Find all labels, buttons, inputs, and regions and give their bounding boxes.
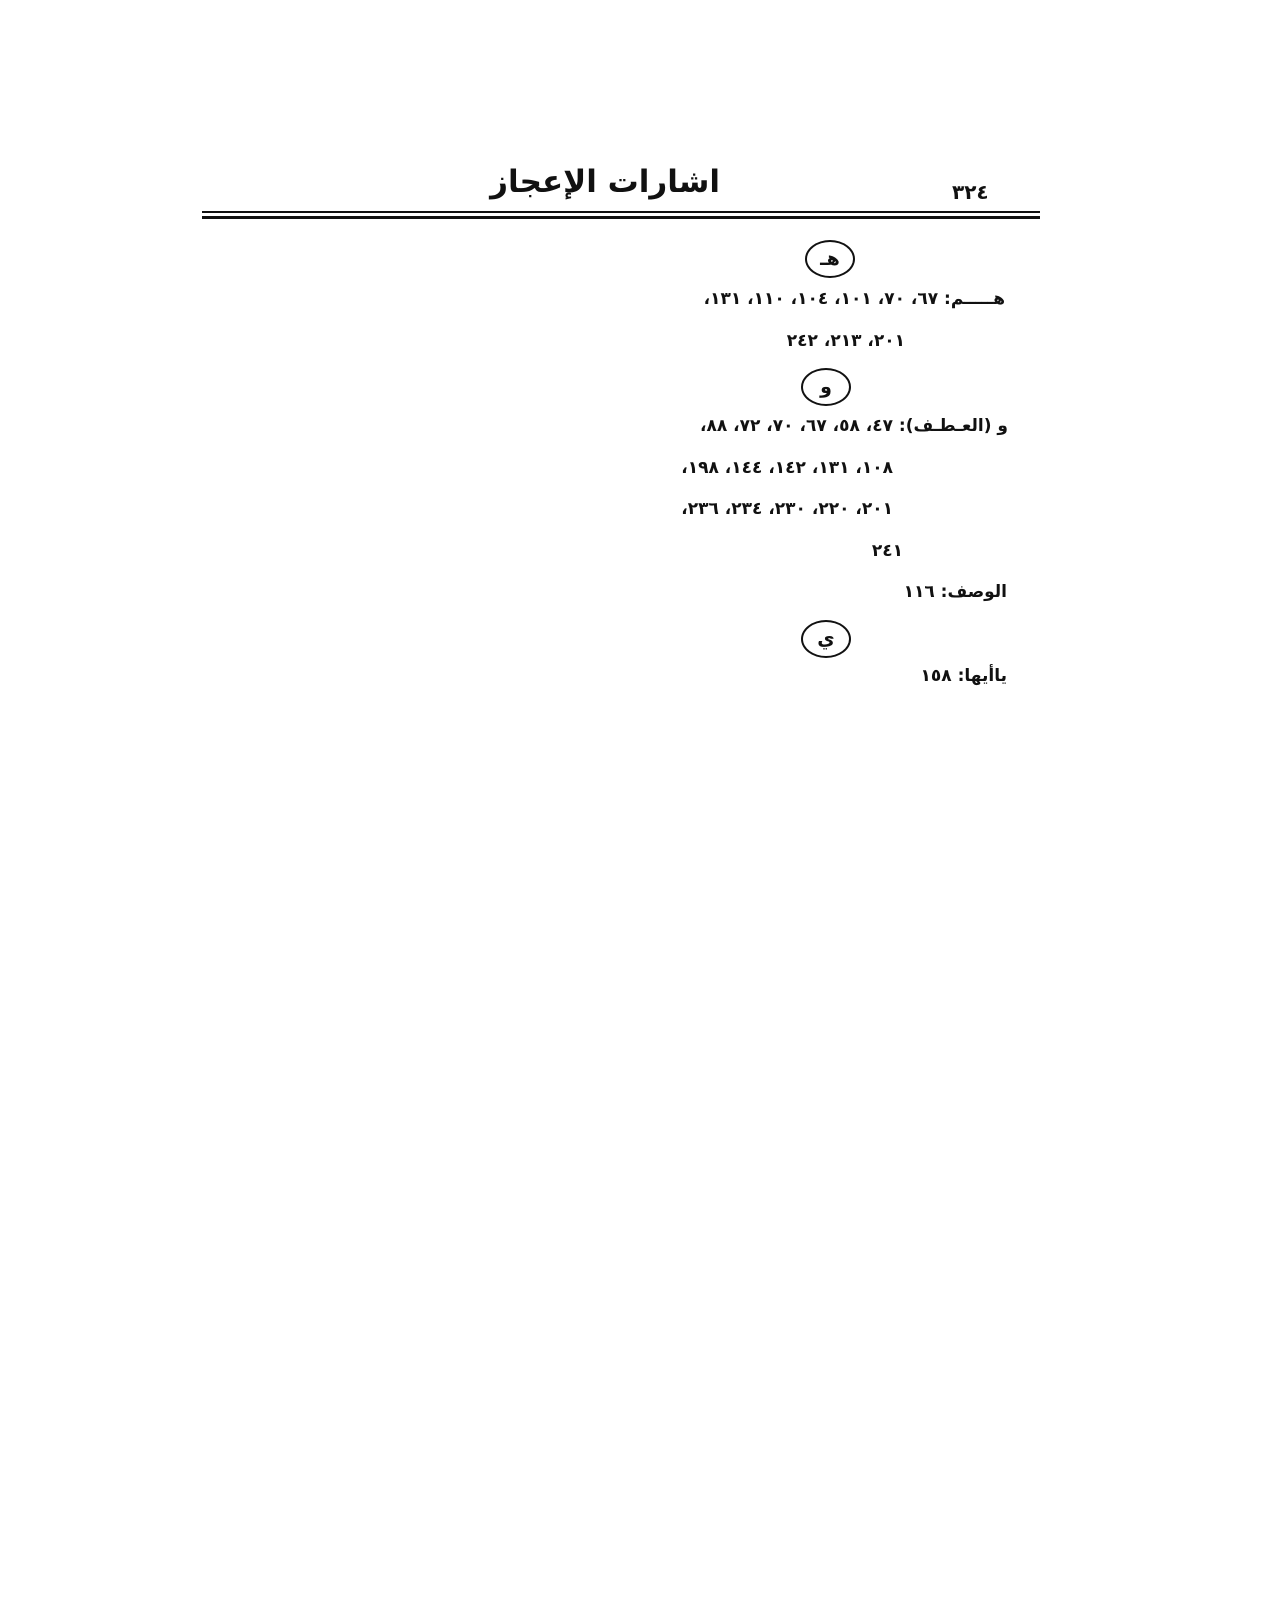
index-entry-line: ١٠٨، ١٣١، ١٤٢، ١٤٤، ١٩٨، (681, 458, 893, 478)
section-letter-ha: هـ (805, 240, 855, 278)
section-letter-waw: و (801, 368, 851, 406)
index-entry-line: ٢٠١، ٢١٣، ٢٤٢ (786, 331, 905, 351)
index-entry-line: و (العـطـف): ٤٧، ٥٨، ٦٧، ٧٠، ٧٢، ٨٨، (700, 416, 1008, 436)
index-entry-line: ياأيها: ١٥٨ (920, 666, 1007, 686)
index-entry-line: ٢٠١، ٢٢٠، ٢٣٠، ٢٣٤، ٢٣٦، (681, 499, 893, 519)
header-rule-thin (202, 211, 1040, 213)
page-title: اشارات الإعجاز (490, 164, 720, 200)
section-letter-ya: ي (801, 620, 851, 658)
header-rule-thick (202, 216, 1040, 219)
index-entry-line: هـــــم: ٦٧، ٧٠، ١٠١، ١٠٤، ١١٠، ١٣١، (703, 289, 1005, 309)
index-entry-line: الوصف: ١١٦ (903, 582, 1007, 602)
page-number: ٣٢٤ (952, 180, 989, 204)
index-entry-line: ٢٤١ (871, 541, 903, 561)
